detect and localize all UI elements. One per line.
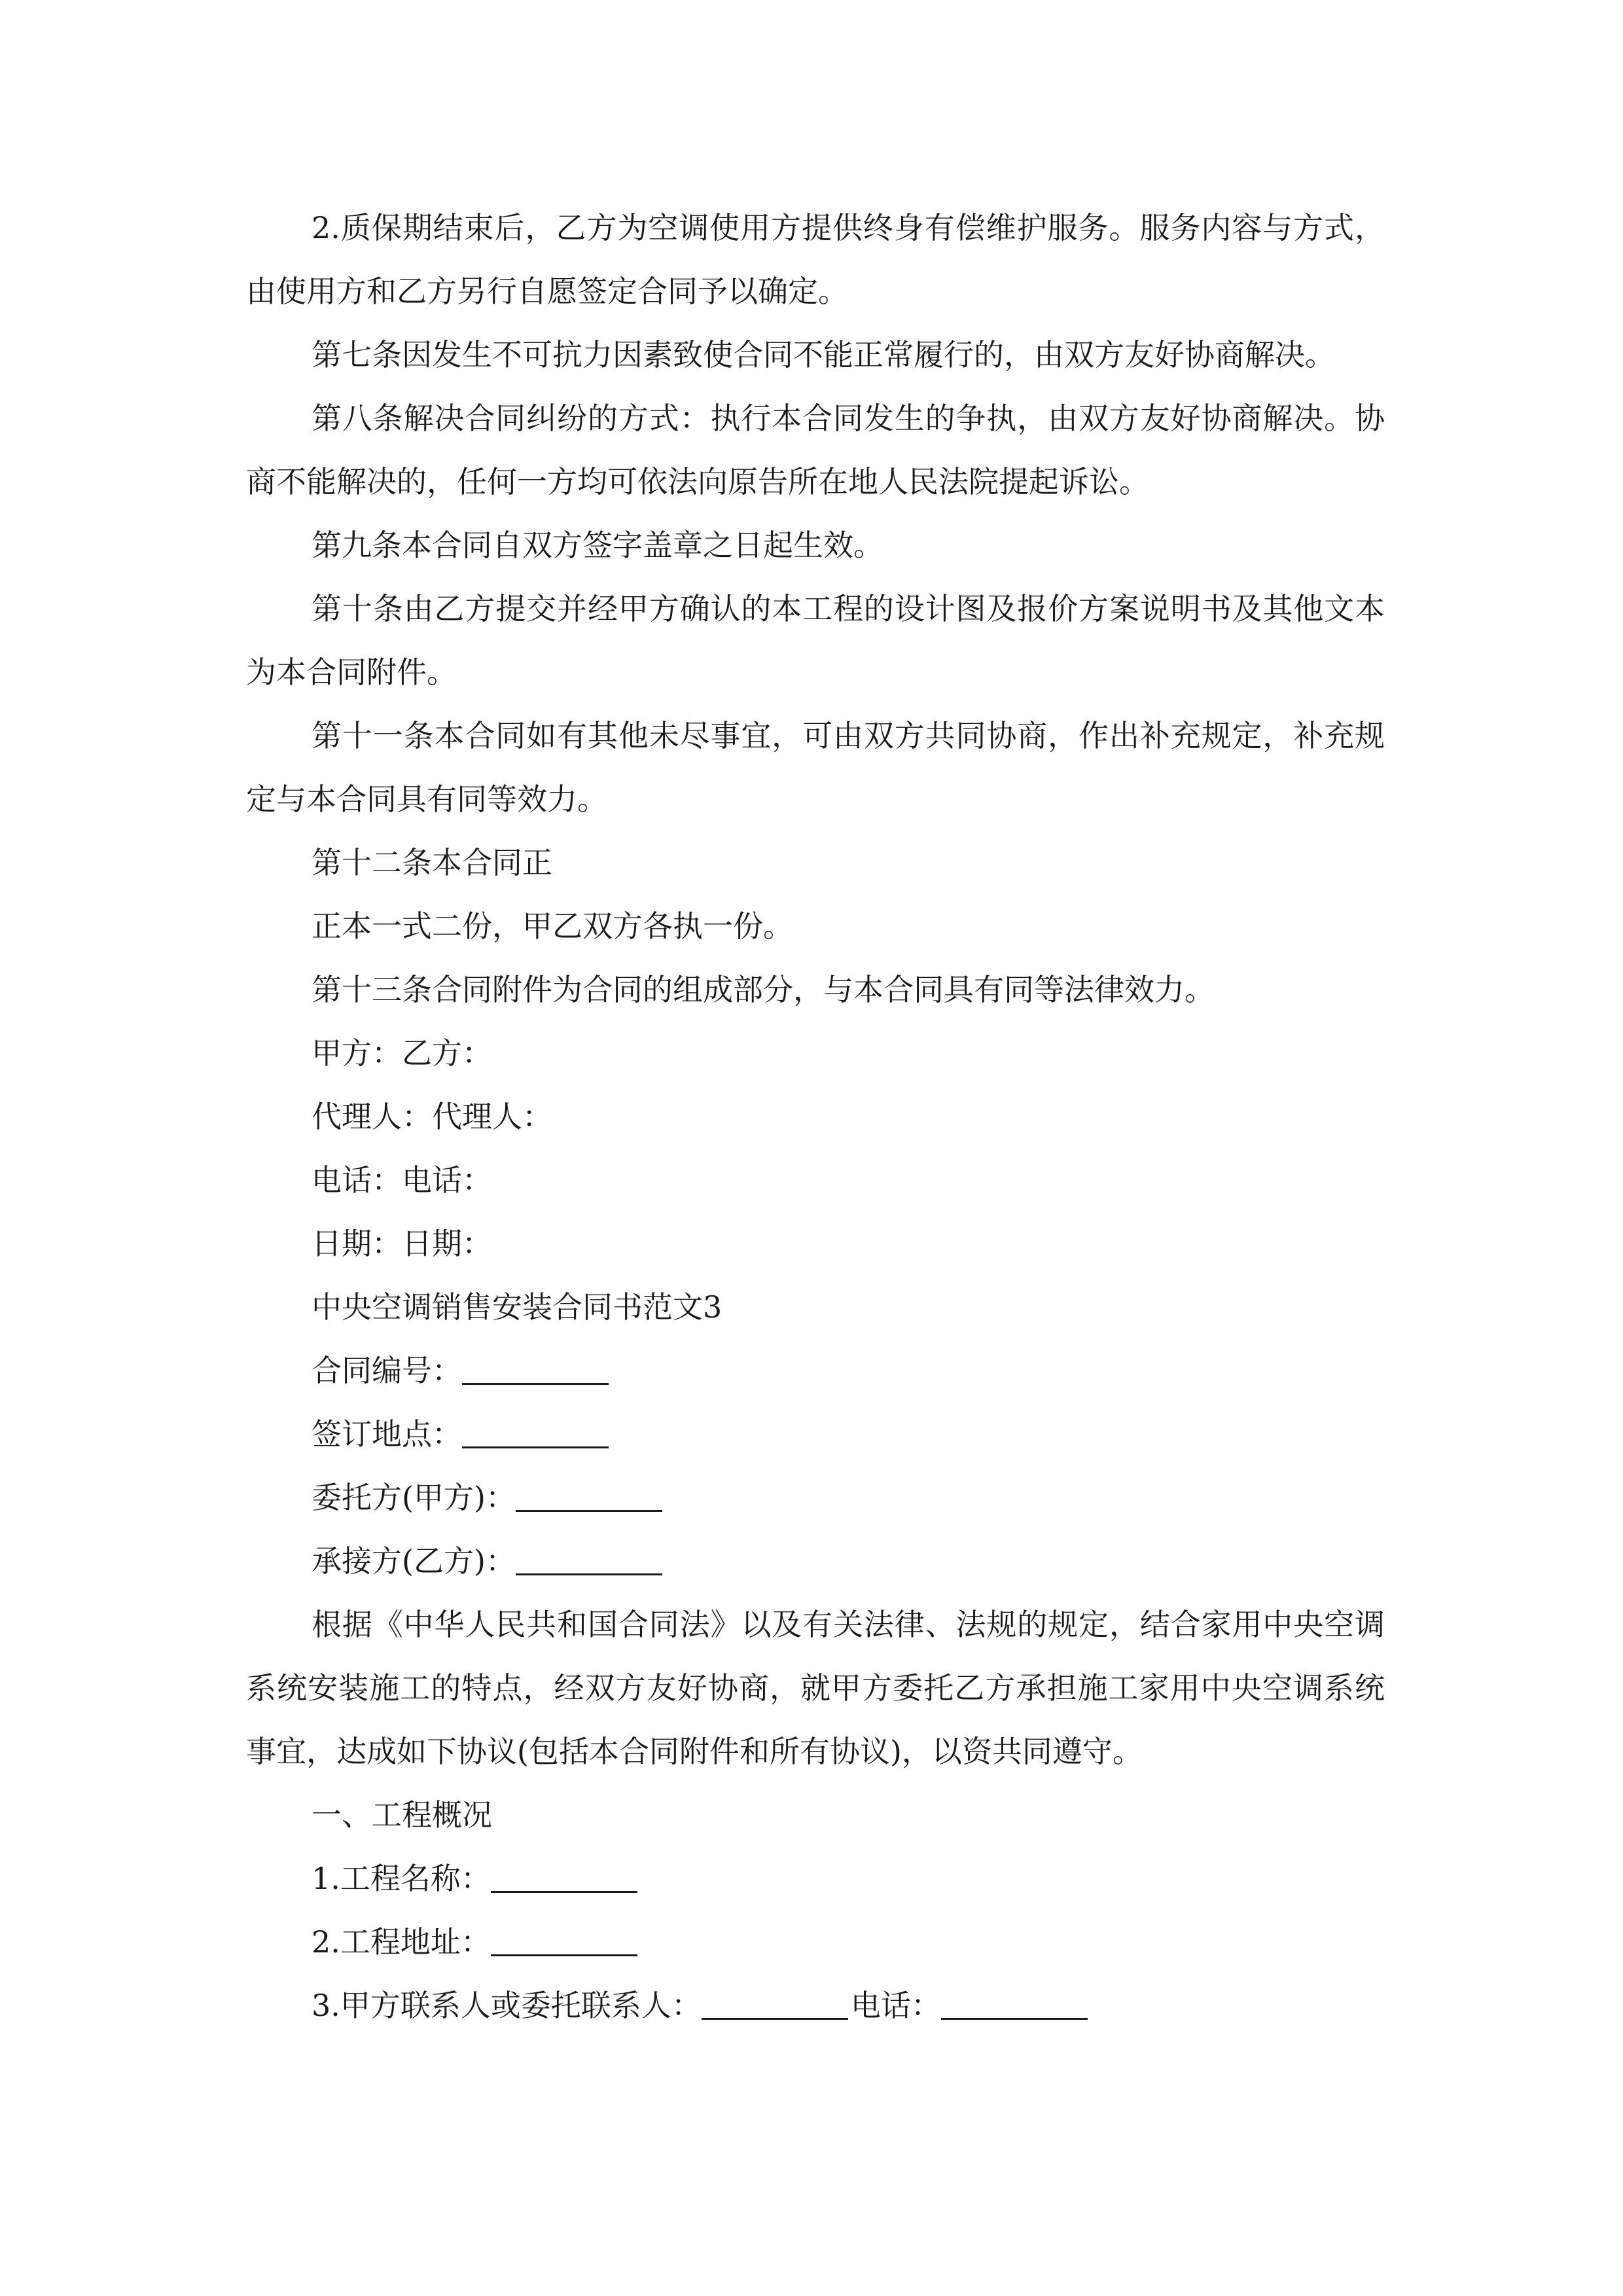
- blank-line: [702, 1988, 848, 2020]
- blank-line: [491, 1861, 637, 1893]
- paragraph-article-8: 第八条解决合同纠纷的方式：执行本合同发生的争执，由双方友好协商解决。协商不能解决的，任何一方均可依法向原告所在地人民法院提起诉讼。: [246, 401, 1385, 499]
- field-label: 3.甲方联系人或委托联系人：: [312, 1988, 702, 2023]
- contract-body: [246, 196, 1385, 2037]
- blank-line: [462, 1416, 609, 1448]
- paragraph-copies: 正本一式二份，甲乙双方各执一份。: [312, 908, 793, 944]
- paragraph-article-12: 第十二条本合同正: [312, 845, 552, 880]
- field-project-address: [246, 1910, 1385, 1974]
- paragraph-article-11: 第十一条本合同如有其他未尽事宜，可由双方共同协商，作出补充规定，补充规定与本合同具有同等效力。: [246, 718, 1385, 817]
- field-label: 承接方(乙方)：: [312, 1543, 516, 1579]
- paragraph-article-7: 第七条因发生不可抗力因素致使合同不能正常履行的，由双方友好协商解决。: [312, 337, 1335, 372]
- blank-line: [491, 1924, 637, 1956]
- signature-date: 日期：日期：: [312, 1226, 492, 1261]
- signature-phone: 电话：电话：: [312, 1162, 492, 1198]
- blank-line: [516, 1543, 662, 1575]
- field-contract-no: [246, 1339, 1385, 1403]
- field-label: 1.工程名称：: [312, 1861, 491, 1896]
- paragraph-warranty: 2.质保期结束后，乙方为空调使用方提供终身有偿维护服务。服务内容与方式，由使用方和乙方另行自愿签定合同予以确定。: [246, 210, 1385, 309]
- project-heading: 一、工程概况: [312, 1797, 492, 1833]
- section-title: 中央空调销售安装合同书范文3: [312, 1289, 722, 1325]
- field-label: 2.工程地址：: [312, 1924, 491, 1960]
- paragraph-article-9: 第九条本合同自双方签字盖章之日起生效。: [312, 528, 883, 563]
- field-project-contact: [246, 1974, 1385, 2037]
- paragraph-intro: 根据《中华人民共和国合同法》以及有关法律、法规的规定，结合家用中央空调系统安装施工的特点，经双方友好协商，就甲方委托乙方承担施工家用中央空调系统事宜，达成如下协议(包括本合同附件和所有协议)，以资共同遵守。: [246, 1607, 1385, 1769]
- field-label: 电话：: [850, 1988, 941, 2023]
- field-client: [246, 1466, 1385, 1530]
- field-project-name: [246, 1847, 1385, 1910]
- blank-line: [462, 1353, 609, 1385]
- signature-agent: 代理人：代理人：: [312, 1099, 552, 1134]
- blank-line: [941, 1988, 1088, 2020]
- blank-line: [516, 1480, 662, 1512]
- field-label: 签订地点：: [312, 1416, 462, 1452]
- field-label: 合同编号：: [312, 1353, 462, 1388]
- paragraph-article-10: 第十条由乙方提交并经甲方确认的本工程的设计图及报价方案说明书及其他文本为本合同附件。: [246, 591, 1385, 690]
- field-sign-place: [246, 1403, 1385, 1466]
- signature-party: 甲方：乙方：: [312, 1035, 492, 1071]
- paragraph-article-13: 第十三条合同附件为合同的组成部分，与本合同具有同等法律效力。: [312, 972, 1215, 1007]
- field-contractor: [246, 1530, 1385, 1593]
- field-label: 委托方(甲方)：: [312, 1480, 516, 1515]
